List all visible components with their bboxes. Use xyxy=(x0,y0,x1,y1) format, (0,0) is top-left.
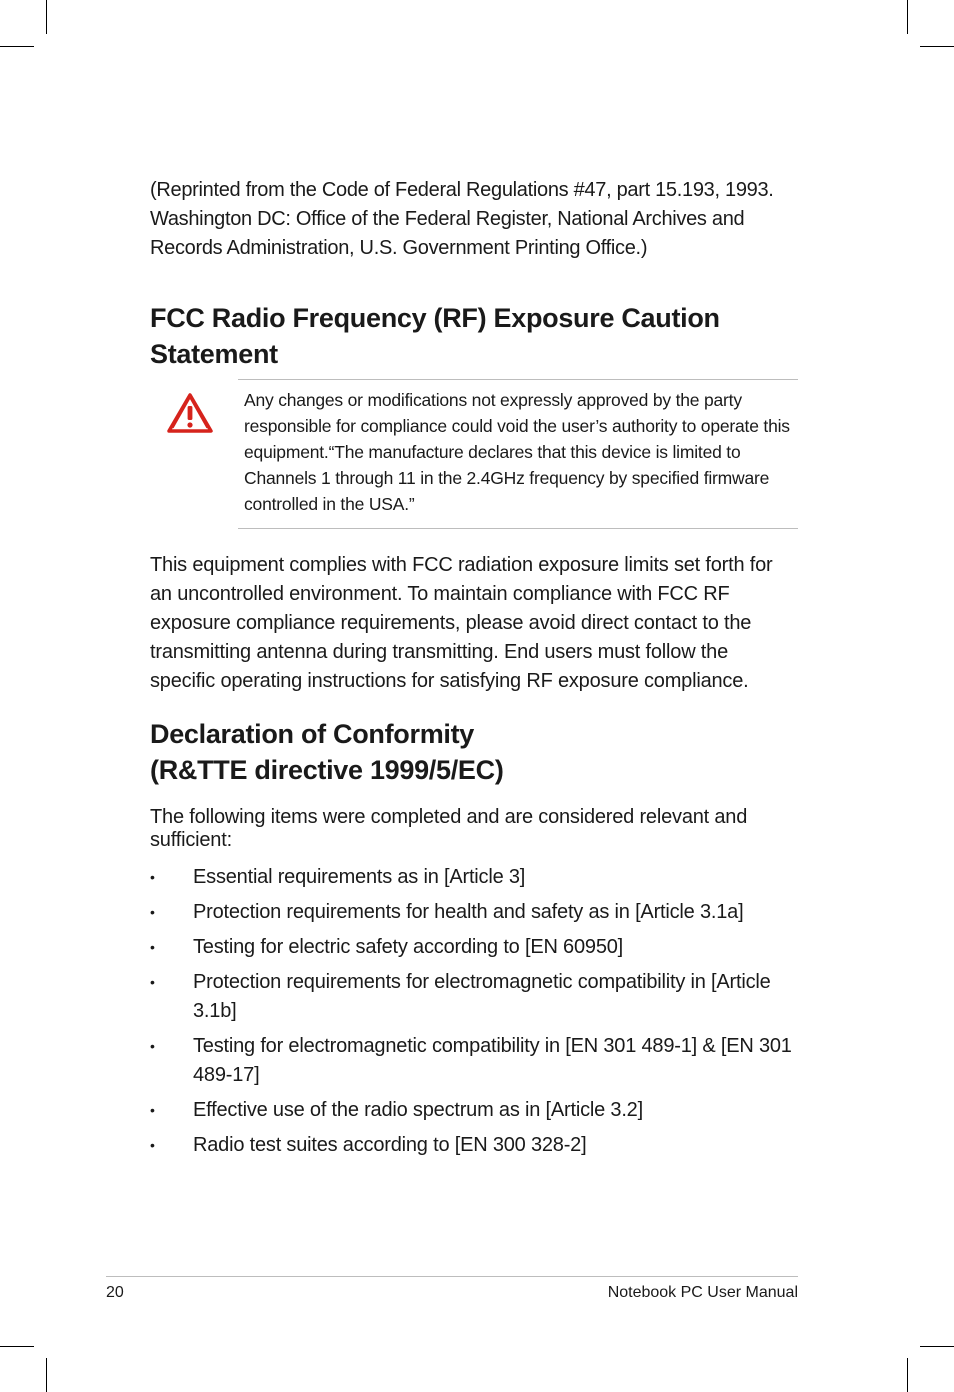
crop-mark xyxy=(46,0,47,34)
page-content xyxy=(150,176,798,1166)
warning-note xyxy=(238,379,798,529)
bullet: • xyxy=(150,1102,155,1118)
bullet: • xyxy=(150,904,155,920)
crop-mark xyxy=(0,46,34,47)
warning-text: Any changes or modifications not expressly approved by the party responsible for compliance could void the user’s authority to operate this equipment.“The manufacture declares that this device is limited to Channels 1 through 11 in the 2.4GHz frequency by specified firmware controlled in the USA.” xyxy=(244,390,790,514)
crop-mark xyxy=(907,0,908,34)
crop-mark xyxy=(907,1358,908,1392)
bullet: • xyxy=(150,974,155,990)
bullet: • xyxy=(150,939,155,955)
bullet: • xyxy=(150,1038,155,1054)
fcc-section-title: FCC Radio Frequency (RF) Exposure Caution Statement xyxy=(150,303,720,369)
page-number: 20 xyxy=(106,1284,124,1301)
warning-triangle-icon xyxy=(166,392,214,434)
crop-mark xyxy=(46,1358,47,1392)
list-item: • Effective use of the radio spectrum as in [Article 3.2] xyxy=(150,1096,798,1125)
crop-mark xyxy=(920,46,954,47)
list-item: • Radio test suites according to [EN 300 328-2] xyxy=(150,1131,798,1160)
manual-title: Notebook PC User Manual xyxy=(607,1284,798,1301)
doc-intro: The following items were completed and are considered relevant and sufficient: xyxy=(150,806,748,851)
list-item: • Testing for electric safety according to [EN 60950] xyxy=(150,933,798,962)
doc-title-line1: Declaration of Conformity xyxy=(150,719,475,749)
list-item: • Essential requirements as in [Article 3] xyxy=(150,863,798,892)
list-item: • Testing for electromagnetic compatibility in [EN 301 489-1] & [EN 301 489-17] xyxy=(150,1032,798,1090)
crop-mark xyxy=(0,1346,34,1347)
reprint-note: (Reprinted from the Code of Federal Regulations #47, part 15.193, 1993. Washington DC: Office of the Federal Register, National Archives and Records Administration, U.S. Government Printing Office.) xyxy=(150,179,774,259)
doc-section-title xyxy=(150,716,798,788)
bullet: • xyxy=(150,1137,155,1153)
footer-divider xyxy=(106,1276,798,1277)
fcc-body-paragraph: This equipment complies with FCC radiation exposure limits set forth for an uncontrolled environment. To maintain compliance with FCC RF exposure compliance requirements, please avoid direct contact to the transmitting antenna during transmitting. End users must follow the specific operating instructions for satisfying RF exposure compliance. xyxy=(150,554,773,692)
crop-mark xyxy=(920,1346,954,1347)
list-item: • Protection requirements for electromagnetic compatibility in [Article 3.1b] xyxy=(150,968,798,1026)
requirements-list xyxy=(150,863,798,1160)
doc-title-line2: (R&TTE directive 1999/5/EC) xyxy=(150,755,504,785)
list-item: • Protection requirements for health and safety as in [Article 3.1a] xyxy=(150,898,798,927)
bullet: • xyxy=(150,869,155,885)
